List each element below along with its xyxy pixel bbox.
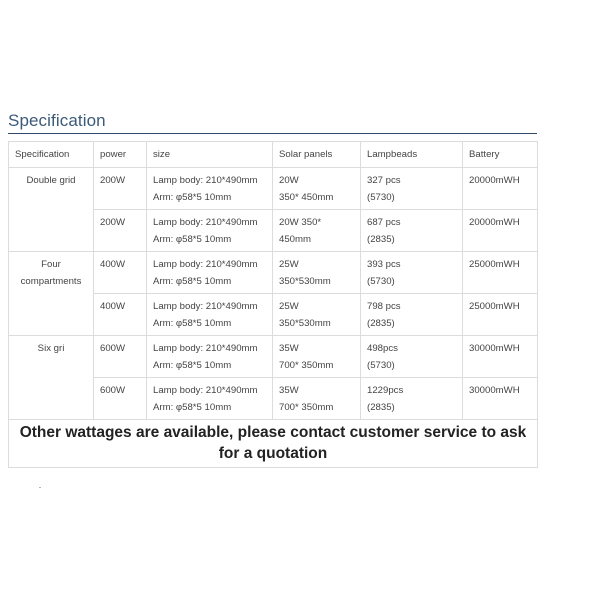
size-cell <box>147 168 273 210</box>
solar-cell <box>273 294 361 336</box>
size-line: Lamp body: 210*490mm <box>153 301 258 312</box>
size-line: Lamp body: 210*490mm <box>153 343 258 354</box>
solar-cell <box>273 252 361 294</box>
battery-cell: 25000mWH <box>463 252 538 294</box>
lampbeads-line: 1229pcs <box>367 385 404 396</box>
battery-cell: 25000mWH <box>463 294 538 336</box>
spec-group-name <box>9 252 94 336</box>
size-cell <box>147 210 273 252</box>
size-line: Arm: φ58*5 10mm <box>153 234 232 245</box>
solar-cell <box>273 336 361 378</box>
group-name-line: Double grid <box>26 175 76 186</box>
lampbeads-cell <box>361 294 463 336</box>
header-solar-panels: Solar panels <box>273 142 361 168</box>
table-row <box>9 252 538 294</box>
header-battery: Battery <box>463 142 538 168</box>
lampbeads-line: 798 pcs <box>367 301 401 312</box>
group-name-line: Four <box>41 259 61 270</box>
solar-line: 450mm <box>279 234 311 245</box>
group-name-line: Six gri <box>37 343 65 354</box>
size-line: Arm: φ58*5 10mm <box>153 318 232 329</box>
lampbeads-line: (2835) <box>367 318 395 329</box>
spec-group-name <box>9 168 94 252</box>
solar-line: 700* 350mm <box>279 402 334 413</box>
size-cell <box>147 378 273 420</box>
solar-cell <box>273 168 361 210</box>
size-cell <box>147 294 273 336</box>
table-row <box>9 168 538 210</box>
size-cell <box>147 252 273 294</box>
size-line: Lamp body: 210*490mm <box>153 175 258 186</box>
solar-line: 25W <box>279 301 299 312</box>
size-line: Arm: φ58*5 10mm <box>153 360 232 371</box>
spec-group-name <box>9 336 94 420</box>
power-cell: 400W <box>94 252 147 294</box>
lampbeads-cell <box>361 210 463 252</box>
size-line: Lamp body: 210*490mm <box>153 217 258 228</box>
section-title: Specification <box>8 111 106 130</box>
size-line: Arm: φ58*5 10mm <box>153 276 232 287</box>
size-line: Arm: φ58*5 10mm <box>153 402 232 413</box>
lampbeads-line: (2835) <box>367 402 395 413</box>
group-name-line: compartments <box>20 276 82 287</box>
power-cell: 600W <box>94 336 147 378</box>
lampbeads-line: 498pcs <box>367 343 398 354</box>
size-line: Lamp body: 210*490mm <box>153 385 258 396</box>
lampbeads-line: 327 pcs <box>367 175 401 186</box>
stray-mark <box>39 487 41 488</box>
solar-line: 350* 450mm <box>279 192 334 203</box>
header-specification: Specification <box>9 142 94 168</box>
power-cell: 200W <box>94 168 147 210</box>
lampbeads-cell <box>361 378 463 420</box>
battery-cell: 30000mWH <box>463 378 538 420</box>
table-row <box>9 336 538 378</box>
size-line: Lamp body: 210*490mm <box>153 259 258 270</box>
power-cell: 600W <box>94 378 147 420</box>
battery-cell: 20000mWH <box>463 210 538 252</box>
size-cell <box>147 336 273 378</box>
solar-cell <box>273 378 361 420</box>
table-header-row <box>9 142 538 168</box>
lampbeads-cell <box>361 336 463 378</box>
size-line: Arm: φ58*5 10mm <box>153 192 232 203</box>
lampbeads-cell <box>361 168 463 210</box>
footer-row <box>9 420 538 468</box>
solar-line: 35W <box>279 343 299 354</box>
power-cell: 400W <box>94 294 147 336</box>
solar-line: 350*530mm <box>279 276 331 287</box>
solar-line: 25W <box>279 259 299 270</box>
footer-note: Other wattages are available, please contact customer service to ask for a quotation <box>9 420 538 468</box>
solar-line: 20W <box>279 175 299 186</box>
lampbeads-line: 687 pcs <box>367 217 401 228</box>
lampbeads-line: (5730) <box>367 360 395 371</box>
lampbeads-line: (2835) <box>367 234 395 245</box>
power-cell: 200W <box>94 210 147 252</box>
battery-cell: 30000mWH <box>463 336 538 378</box>
spec-table <box>8 141 538 468</box>
header-size: size <box>147 142 273 168</box>
battery-cell: 20000mWH <box>463 168 538 210</box>
lampbeads-line: (5730) <box>367 192 395 203</box>
lampbeads-line: (5730) <box>367 276 395 287</box>
header-lampbeads: Lampbeads <box>361 142 463 168</box>
lampbeads-cell <box>361 252 463 294</box>
header-power: power <box>94 142 147 168</box>
solar-line: 700* 350mm <box>279 360 334 371</box>
lampbeads-line: 393 pcs <box>367 259 401 270</box>
solar-line: 350*530mm <box>279 318 331 329</box>
title-divider <box>8 133 537 134</box>
solar-line: 20W 350* <box>279 217 322 228</box>
solar-cell <box>273 210 361 252</box>
solar-line: 35W <box>279 385 299 396</box>
